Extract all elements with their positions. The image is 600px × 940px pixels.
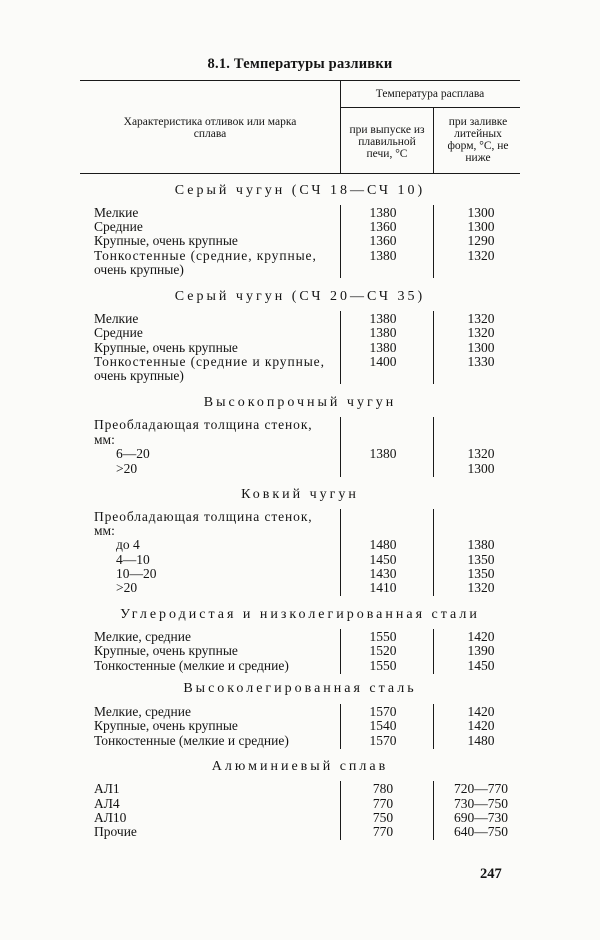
table-row: [80, 567, 520, 581]
release-temperature: 750: [372, 810, 394, 825]
pouring-temperature: 1320: [467, 446, 495, 461]
row-label: Средние: [94, 219, 143, 234]
pouring-temperature: 1450: [467, 658, 495, 673]
table-row: [80, 206, 520, 220]
section-title: Серый чугун (СЧ 20—СЧ 35): [174, 289, 426, 304]
release-temperature: 1380: [369, 311, 397, 326]
row-label: Крупные, очень крупные: [94, 643, 238, 658]
row-label: Тонкостенные (средние и крупные,: [94, 354, 325, 369]
table-row: [80, 326, 520, 340]
pouring-temperature: 1300: [467, 205, 495, 220]
row-label: 6—20: [116, 446, 150, 461]
row-label: до 4: [116, 537, 140, 552]
table-top-rule: [80, 80, 520, 81]
section-title: Серый чугун (СЧ 18—СЧ 10): [174, 183, 426, 198]
table-row: [80, 811, 520, 825]
table-row: [80, 234, 520, 248]
release-temperature: 770: [372, 796, 394, 811]
pouring-temperature: 1300: [467, 340, 495, 355]
table-row: [80, 825, 520, 839]
table-row: [80, 249, 520, 263]
pouring-temperature: 1330: [467, 354, 495, 369]
release-temperature: 1520: [369, 643, 397, 658]
row-label: >20: [116, 580, 138, 595]
row-label: Мелкие, средние: [94, 704, 191, 719]
row-label: мм:: [94, 523, 115, 538]
row-label: 10—20: [116, 566, 157, 581]
row-label: 4—10: [116, 552, 150, 567]
release-temperature: 1400: [369, 354, 397, 369]
table-row: [80, 447, 520, 461]
row-label: Прочие: [94, 824, 137, 839]
pouring-temperature: 1390: [467, 643, 495, 658]
pouring-temperature: 1350: [467, 566, 495, 581]
pouring-temperature: 1420: [467, 718, 495, 733]
release-temperature: 1570: [369, 704, 397, 719]
row-label: Мелкие: [94, 205, 139, 220]
row-label: Преобладающая толщина стенок,: [94, 509, 313, 524]
section-title: Ковкий чугун: [241, 487, 359, 502]
header-release-column: при выпуске из плавильной печи, °С: [349, 124, 425, 160]
pouring-temperature: 1320: [467, 325, 495, 340]
release-temperature: 1550: [369, 658, 397, 673]
column-rule-2: [433, 781, 434, 840]
release-temperature: 1360: [369, 233, 397, 248]
table-row: [80, 220, 520, 234]
row-label: Мелкие, средние: [94, 629, 191, 644]
table-row: [80, 581, 520, 595]
pouring-temperature: 1300: [467, 461, 495, 476]
column-rule-1: [340, 629, 341, 674]
row-label: АЛ10: [94, 810, 127, 825]
header-bottom-rule: [80, 173, 520, 174]
pouring-temperature: 1320: [467, 248, 495, 263]
row-label: Крупные, очень крупные: [94, 340, 238, 355]
section-title: Углеродистая и низколегированная стали: [120, 607, 480, 622]
pouring-temperature: 1420: [467, 704, 495, 719]
table-row: [80, 355, 520, 369]
row-label: АЛ1: [94, 781, 120, 796]
table-row: [80, 418, 520, 432]
table-row: [80, 659, 520, 673]
release-temperature: 1550: [369, 629, 397, 644]
pouring-temperature: 1320: [467, 580, 495, 595]
table-row: [80, 369, 520, 383]
pouring-temperature: 1480: [467, 733, 495, 748]
section-title: Высоколегированная сталь: [183, 681, 417, 696]
column-rule-1: [340, 417, 341, 477]
row-label: >20: [116, 461, 138, 476]
pouring-temperature: 1320: [467, 311, 495, 326]
column-rule-1: [340, 311, 341, 384]
pouring-temperature: 640—750: [454, 824, 508, 839]
section-title: Высокопрочный чугун: [203, 395, 397, 410]
header-main-column: Характеристика отливок или марка сплава: [123, 116, 297, 140]
release-temperature: 1380: [369, 446, 397, 461]
column-rule-1: [340, 781, 341, 840]
header-pouring-column: при заливке литейных форм, °С, не ниже: [447, 116, 509, 164]
header-temperature-group: Температура расплава: [375, 88, 485, 100]
column-rule-2: [433, 417, 434, 477]
pouring-temperature: 1290: [467, 233, 495, 248]
release-temperature: 1380: [369, 248, 397, 263]
release-temperature: 1410: [369, 580, 397, 595]
release-temperature: 1480: [369, 537, 397, 552]
column-rule-2: [433, 205, 434, 278]
table-row: [80, 263, 520, 277]
table-row: [80, 553, 520, 567]
row-label: Крупные, очень крупные: [94, 233, 238, 248]
row-label: Тонкостенные (мелкие и средние): [94, 733, 289, 748]
table-row: [80, 524, 520, 538]
row-label: Мелкие: [94, 311, 139, 326]
column-rule-2: [433, 704, 434, 749]
release-temperature: 1380: [369, 340, 397, 355]
column-rule-2: [433, 311, 434, 384]
pouring-temperature: 730—750: [454, 796, 508, 811]
table-row: [80, 538, 520, 552]
table-row: [80, 734, 520, 748]
pouring-temperature: 1420: [467, 629, 495, 644]
table-row: [80, 797, 520, 811]
pouring-temperature: 1350: [467, 552, 495, 567]
header-divider-1: [340, 80, 341, 173]
release-temperature: 1380: [369, 205, 397, 220]
row-label: очень крупные): [94, 368, 184, 383]
release-temperature: 1570: [369, 733, 397, 748]
page-number: 247: [480, 866, 502, 882]
pouring-temperature: 1380: [467, 537, 495, 552]
table-row: [80, 719, 520, 733]
table-title: 8.1. Температуры разливки: [207, 56, 393, 72]
column-rule-2: [433, 629, 434, 674]
table-row: [80, 341, 520, 355]
row-label: Средние: [94, 325, 143, 340]
release-temperature: 1380: [369, 325, 397, 340]
table-row: [80, 312, 520, 326]
release-temperature: 1450: [369, 552, 397, 567]
row-label: очень крупные): [94, 262, 184, 277]
table-row: [80, 510, 520, 524]
table-row: [80, 644, 520, 658]
row-label: мм:: [94, 432, 115, 447]
table-row: [80, 462, 520, 476]
table-row: [80, 782, 520, 796]
table-row: [80, 630, 520, 644]
table-row: [80, 705, 520, 719]
header-divider-2: [433, 107, 434, 173]
release-temperature: 1430: [369, 566, 397, 581]
row-label: АЛ4: [94, 796, 120, 811]
release-temperature: 780: [372, 781, 394, 796]
row-label: Тонкостенные (средние, крупные,: [94, 248, 317, 263]
release-temperature: 1360: [369, 219, 397, 234]
column-rule-2: [433, 509, 434, 596]
section-title: Алюминиевый сплав: [211, 759, 389, 774]
pouring-temperature: 690—730: [454, 810, 508, 825]
column-rule-1: [340, 205, 341, 278]
pouring-temperature: 720—770: [454, 781, 508, 796]
release-temperature: 1540: [369, 718, 397, 733]
column-rule-1: [340, 509, 341, 596]
row-label: Тонкостенные (мелкие и средние): [94, 658, 289, 673]
pouring-temperature: 1300: [467, 219, 495, 234]
header-group-rule: [341, 107, 520, 108]
row-label: Преобладающая толщина стенок,: [94, 417, 313, 432]
table-row: [80, 433, 520, 447]
release-temperature: 770: [372, 824, 394, 839]
column-rule-1: [340, 704, 341, 749]
row-label: Крупные, очень крупные: [94, 718, 238, 733]
